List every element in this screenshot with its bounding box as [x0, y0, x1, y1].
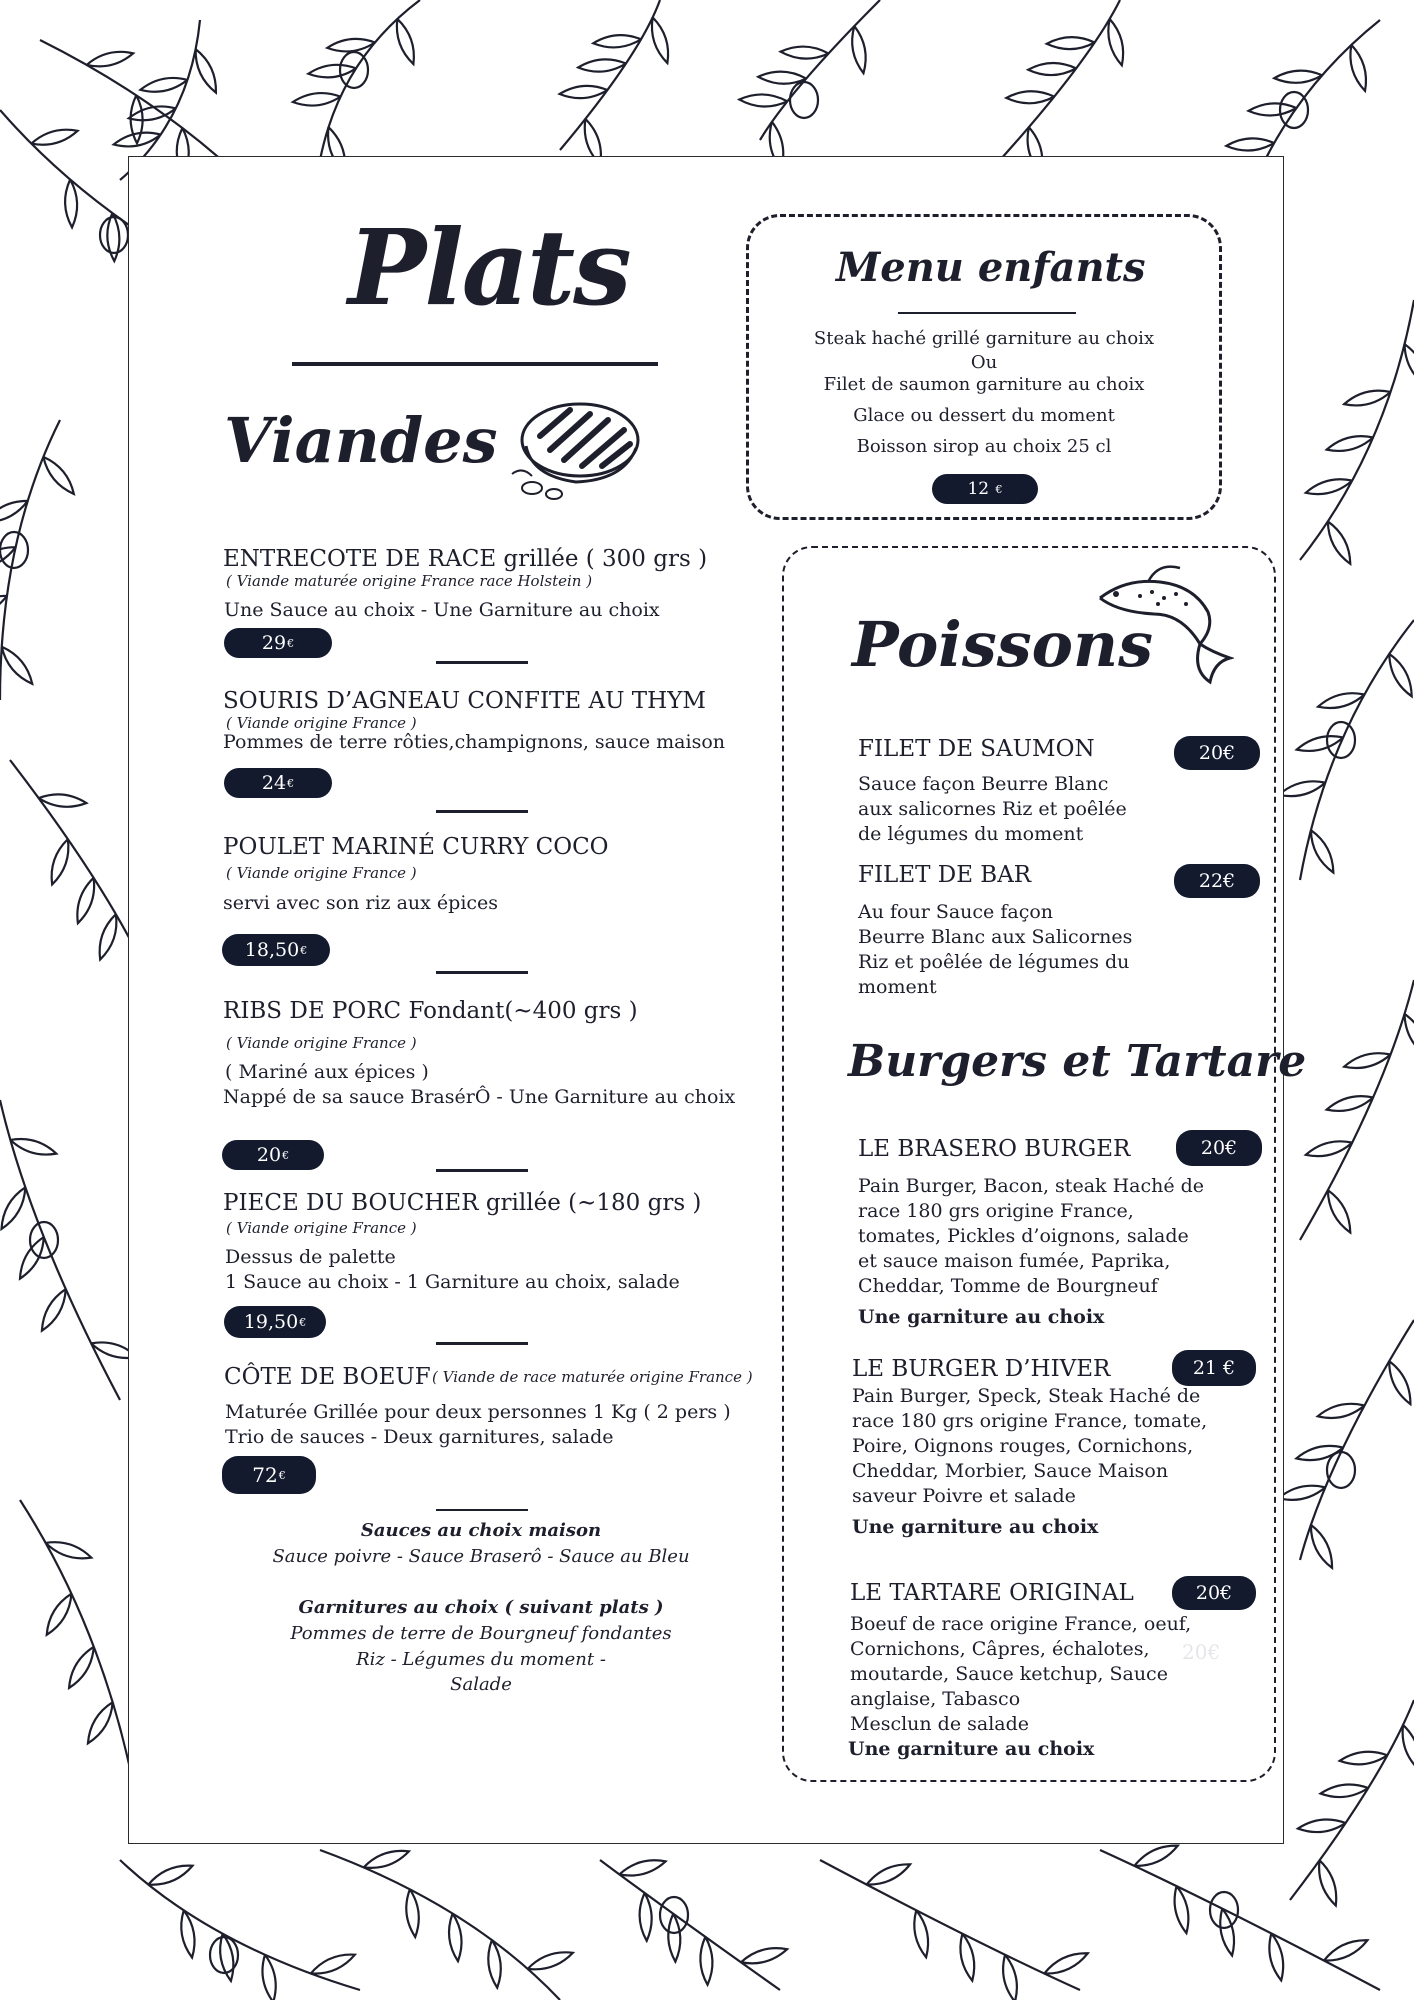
dish-description: saveur Poivre et salade [852, 1485, 1076, 1507]
leaf-icon [1327, 1096, 1373, 1111]
dish-name: RIBS DE PORC Fondant(~400 grs ) [223, 998, 638, 1024]
leaf-icon [311, 1955, 355, 1974]
dish-description: Une Sauce au choix - Une Garniture au choix [224, 599, 660, 621]
leaf-icon [852, 26, 866, 73]
dish-name: FILET DE SAUMON [858, 736, 1095, 762]
dish-description: servi avec son riz aux épices [223, 892, 499, 914]
leaf-icon [914, 1910, 928, 1957]
dish-description: 1 Sauce au choix - 1 Garniture au choix, salade [225, 1271, 680, 1293]
leaf-icon [43, 457, 74, 494]
dish-description: Cheddar, Tomme de Bourgneuf [858, 1275, 1158, 1297]
dish-name: PIECE DU BOUCHER grillée (~180 grs ) [223, 1190, 702, 1216]
price-badge: 21 € [1172, 1350, 1256, 1386]
leaf-icon [1389, 1361, 1410, 1404]
section-title-burgers: Burgers et Tartare [848, 1036, 1307, 1087]
item-divider [436, 1169, 528, 1172]
leaf-icon [39, 794, 87, 806]
dish-name: LE BRASERO BURGER [858, 1136, 1131, 1162]
olive-branch-icon [1000, 0, 1120, 160]
dish-origin: ( Viande de race maturée origine France ) [432, 1368, 753, 1386]
section-title-menu-enfants: Menu enfants [836, 244, 1146, 291]
leaf-icon [700, 1937, 712, 1985]
leaf-icon [1006, 91, 1054, 103]
leaf-icon [1344, 391, 1390, 406]
leaf-icon [1405, 1014, 1414, 1056]
leaf-icon [668, 1914, 680, 1962]
dish-name: SOURIS D’AGNEAU CONFITE AU THYM [223, 688, 706, 714]
dish-extra: Une garniture au choix [852, 1516, 1099, 1538]
leaf-icon [140, 78, 187, 92]
leaf-icon [1175, 1886, 1189, 1933]
item-divider [436, 971, 528, 974]
garnitures-line: Pommes de terre de Bourgneuf fondantes [290, 1623, 672, 1644]
olive-branch-icon [820, 1860, 1080, 1990]
garnitures-title: Garnitures au choix ( suivant plats ) [298, 1597, 664, 1618]
dish-extra: Une garniture au choix [858, 1306, 1105, 1328]
leaf-icon [1274, 71, 1322, 83]
dish-description: Maturée Grillée pour deux personnes 1 Kg ( 2 pers ) [225, 1401, 731, 1423]
dish-description: Au four Sauce façon [858, 901, 1054, 923]
leaf-icon [1279, 1486, 1326, 1500]
dish-origin: ( Viande maturée origine France race Holstein ) [226, 572, 593, 590]
sauces-list: Sauce poivre - Sauce Braserô - Sauce au Bleu [272, 1546, 690, 1567]
section-title-viandes: Viandes [224, 404, 498, 477]
dish-description: aux salicornes Riz et poêlée [858, 798, 1127, 820]
dish-extra: Une garniture au choix [848, 1738, 1095, 1760]
leaf-icon [1028, 63, 1076, 75]
dish-description: Beurre Blanc aux Salicornes [858, 926, 1133, 948]
leaf-icon [1298, 1820, 1346, 1833]
leaf-icon [1324, 1940, 1368, 1960]
leaf-icon [406, 1889, 419, 1937]
leaf-icon [52, 839, 69, 884]
menu-enfants-line: Steak haché grillé garniture au choix [813, 328, 1155, 349]
price-badge: 20€ [1176, 1130, 1262, 1166]
leaf-icon [1321, 1784, 1369, 1797]
price-badge: 12 € [932, 474, 1038, 504]
dish-description: Sauce façon Beurre Blanc [858, 773, 1109, 795]
leaf-icon [1279, 781, 1325, 796]
leaf-icon [47, 1594, 72, 1635]
leaf-icon [364, 1851, 409, 1868]
olive-branch-icon [1300, 300, 1414, 560]
dish-description: race 180 grs origine France, [858, 1200, 1134, 1222]
olive-branch-icon [1100, 1850, 1380, 1990]
dish-name: FILET DE BAR [858, 862, 1032, 888]
dish-description: Pain Burger, Speck, Steak Haché de [852, 1385, 1201, 1407]
olive-branch-icon [1290, 1700, 1414, 1900]
price-badge: 29 € [224, 628, 332, 658]
leaf-icon [960, 1934, 974, 1981]
price-badge: 20€ [1174, 736, 1260, 770]
leaf-icon [1269, 1933, 1283, 1980]
leaf-icon [87, 52, 134, 67]
olive-branch-icon [1300, 980, 1414, 1240]
dish-name: LE BURGER D’HIVER [852, 1356, 1111, 1382]
leaf-icon [1220, 1909, 1234, 1956]
olive-branch-icon [320, 1850, 560, 2000]
price-badge: 18,50 € [222, 934, 330, 966]
dish-name: ENTRECOTE DE RACE grillée ( 300 grs ) [223, 546, 708, 572]
leaf-icon [1311, 1525, 1332, 1568]
dish-description: Mesclun de salade [850, 1713, 1030, 1735]
dish-description: Trio de sauces - Deux garnitures, salade [225, 1426, 614, 1448]
sauces-title: Sauces au choix maison [360, 1520, 602, 1541]
dish-description: race 180 grs origine France, tomate, [852, 1410, 1208, 1432]
menu-enfants-line: Ou [970, 352, 998, 373]
leaf-icon [652, 17, 668, 63]
price-badge: 20 € [222, 1140, 324, 1170]
dish-description: Cheddar, Morbier, Sauce Maison [852, 1460, 1169, 1482]
price-badge: 24 € [224, 768, 332, 798]
leaf-icon [1226, 138, 1274, 150]
olive-icon [100, 217, 128, 253]
leaf-icon [1047, 37, 1095, 49]
leaf-icon [31, 130, 77, 145]
ghost-price: 20€ [1182, 1640, 1221, 1664]
dish-description: anglaise, Tabasco [850, 1688, 1021, 1710]
leaf-icon [640, 1893, 652, 1941]
dish-description: ( Mariné aux épices ) [225, 1061, 429, 1083]
grilled-steak-icon [506, 396, 644, 504]
leaf-icon [867, 1864, 911, 1884]
dish-description: Boeuf de race origine France, oeuf, [850, 1613, 1192, 1635]
leaf-icon [65, 180, 77, 228]
menu-enfants-underline [898, 312, 1076, 314]
olive-icon [790, 82, 818, 118]
leaf-icon [397, 19, 414, 64]
page-title: Plats [348, 206, 630, 329]
dish-description: de légumes du moment [858, 823, 1084, 845]
section-title-poissons: Poissons [852, 608, 1154, 681]
menu-enfants-line: Glace ou dessert du moment [853, 405, 1115, 426]
leaf-icon [88, 1702, 113, 1743]
leaf-icon [2, 647, 33, 684]
leaf-icon [528, 1952, 573, 1969]
dish-description: Pommes de terre rôties,champignons, sauce maison [223, 731, 726, 753]
dish-origin: ( Viande origine France ) [226, 714, 417, 732]
dish-description: Dessus de palette [225, 1246, 396, 1268]
leaf-icon [308, 65, 356, 78]
dish-name: CÔTE DE BOEUF [224, 1364, 431, 1390]
leaf-icon [1319, 1860, 1336, 1905]
olive-branch-icon [120, 1860, 360, 1990]
leaf-icon [741, 1948, 787, 1963]
leaf-icon [449, 1914, 462, 1962]
leaf-icon [488, 1940, 501, 1988]
leaf-icon [1108, 19, 1123, 65]
leaf-icon [593, 35, 641, 47]
leaf-icon [1344, 1053, 1390, 1068]
leaf-icon [1134, 1846, 1178, 1866]
menu-enfants-line: Filet de saumon garniture au choix [823, 374, 1145, 395]
price-badge: 22€ [1174, 864, 1260, 898]
dish-description: Pain Burger, Bacon, steak Haché de [858, 1175, 1205, 1197]
leaf-icon [2, 1187, 26, 1229]
dish-description: Nappé de sa sauce BrasérÔ - Une Garniture au choix [223, 1086, 736, 1108]
leaf-icon [1403, 1725, 1414, 1770]
leaf-icon [1350, 45, 1366, 91]
leaf-icon [181, 1910, 194, 1957]
leaf-icon [77, 878, 94, 923]
price-badge: 72 € [222, 1456, 316, 1494]
leaf-icon [739, 94, 787, 106]
leaf-icon [1318, 1404, 1365, 1418]
leaf-icon [619, 1860, 665, 1875]
leaf-icon [578, 59, 626, 71]
leaf-icon [1311, 830, 1333, 872]
dish-name: LE TARTARE ORIGINAL [850, 1580, 1134, 1606]
olive-icon [1327, 1452, 1355, 1488]
dish-description: tomates, Pickles d’oignons, salade [858, 1225, 1189, 1247]
item-divider [436, 810, 528, 813]
leaf-icon [1297, 736, 1343, 751]
leaf-icon [293, 93, 341, 106]
dish-description: Cornichons, Câpres, échalotes, [850, 1638, 1150, 1660]
leaf-icon [327, 39, 375, 52]
leaf-icon [1044, 1953, 1088, 1973]
leaf-icon [1389, 654, 1411, 696]
item-divider [436, 661, 528, 664]
leaf-icon [42, 1289, 66, 1331]
olive-branch-icon [560, 0, 660, 150]
leaf-icon [148, 1866, 192, 1885]
olive-branch-icon [600, 1860, 780, 1990]
leaf-icon [1340, 1752, 1388, 1765]
leaf-icon [560, 86, 608, 98]
item-divider [436, 1342, 528, 1345]
dish-origin: ( Viande origine France ) [226, 864, 417, 882]
leaf-icon [100, 914, 117, 959]
leaf-icon [262, 1955, 275, 2000]
dish-name: POULET MARINÉ CURRY COCO [223, 834, 609, 860]
dish-description: Riz et poêlée de légumes du [858, 951, 1130, 973]
leaf-icon [1306, 1141, 1352, 1156]
leaf-icon [10, 1139, 56, 1155]
olive-branch-icon [1300, 1320, 1414, 1560]
leaf-icon [1003, 1955, 1017, 2000]
dish-description: Poire, Oignons rouges, Cornichons, [852, 1435, 1194, 1457]
item-divider [436, 1509, 528, 1511]
price-badge: 20€ [1172, 1576, 1256, 1610]
leaf-icon [781, 47, 829, 59]
leaf-icon [1405, 344, 1414, 386]
leaf-icon [1328, 1190, 1350, 1232]
dish-origin: ( Viande origine France ) [226, 1034, 417, 1052]
dish-origin: ( Viande origine France ) [226, 1219, 417, 1237]
garnitures-line: Salade [450, 1674, 512, 1695]
leaf-icon [1328, 521, 1350, 563]
menu-enfants-line: Boisson sirop au choix 25 cl [856, 436, 1112, 457]
price-badge: 19,50 € [224, 1306, 326, 1338]
title-underline [292, 362, 658, 366]
dish-description: moment [858, 976, 937, 998]
leaf-icon [196, 49, 216, 93]
dish-description: moutarde, Sauce ketchup, Sauce [850, 1663, 1168, 1685]
dish-description: et sauce maison fumée, Paprika, [858, 1250, 1171, 1272]
leaf-icon [1327, 436, 1373, 451]
garnitures-line: Riz - Légumes du moment - [356, 1649, 606, 1670]
leaf-icon [69, 1647, 94, 1688]
leaf-icon [1248, 103, 1296, 115]
